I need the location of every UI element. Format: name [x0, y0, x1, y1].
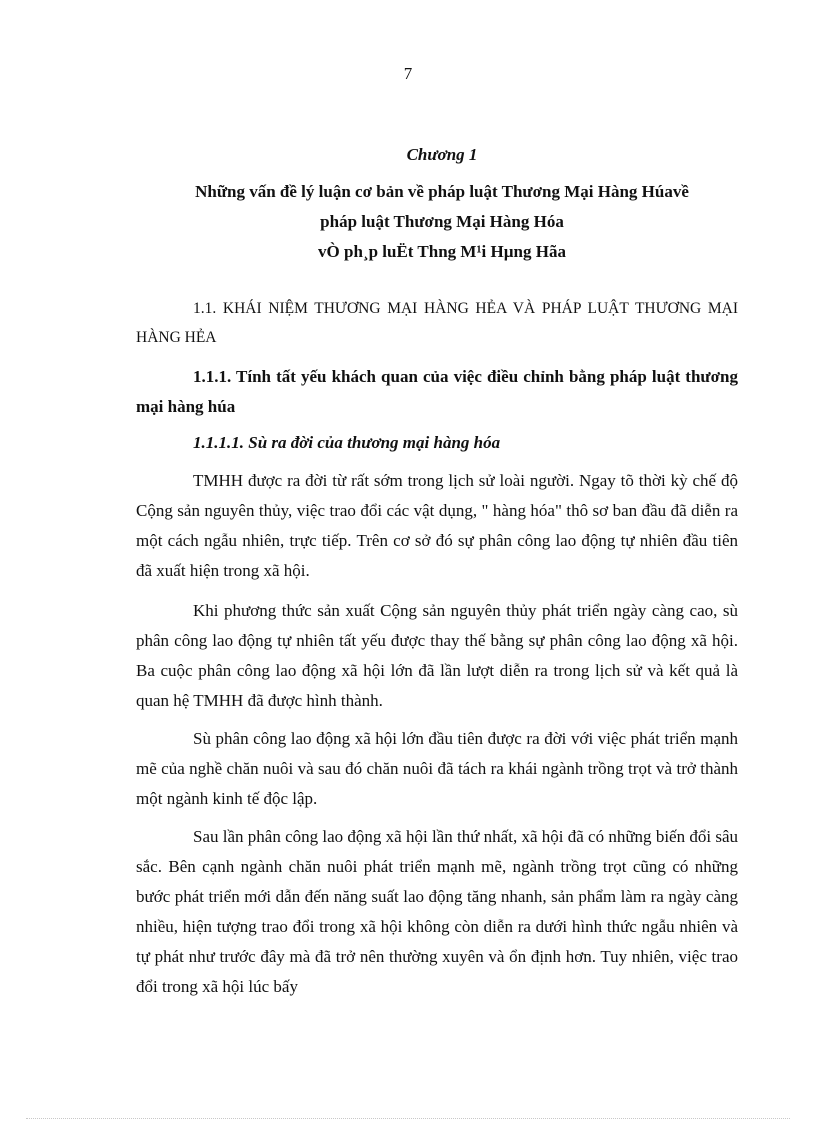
chapter-title-line-3: vÒ ph¸p luËt Thng M¹i Hµng Hãa	[318, 242, 566, 261]
chapter-label: Chương 1	[406, 145, 478, 164]
section-heading: 1.1. KHÁI NIỆM THƯƠNG MẠI HÀNG HẺA VÀ PHÁP LUẬT THƯƠNG MẠI HÀNG HẺA	[136, 300, 738, 346]
chapter-title-line-1: Những vấn đề lý luận cơ bản về pháp luật Thương Mại Hàng Húavề	[195, 182, 689, 201]
subsection-heading: 1.1.1. Tính tất yếu khách quan của việc điều chỉnh bằng pháp luật thương mại hàng húa	[136, 367, 738, 416]
body-paragraph-3: Sù phân công lao động xã hội lớn đầu tiên được ra đời với việc phát triển mạnh mẽ của nghề chăn nuôi và sau đó chăn nuôi đã tách ra khái ngành trồng trọt và trở thành một ngành kinh tế độc lập.	[136, 729, 738, 808]
body-paragraph-4: Sau lần phân công lao động xã hội lần thứ nhất, xã hội đã có những biến đổi sâu sắc. Bên cạnh ngành chăn nuôi phát triển mạnh mẽ, ngành trồng trọt cũng có những bước phát triển mới dẫn đến năng suất lao động tăng nhanh, sản phẩm làm ra ngày càng nhiều, hiện tượng trao đổi trong xã hội không còn diễn ra dưới hình thức ngẫu nhiên và tự phát như trước đây mà đã trở nên thường xuyên và ổn định hơn. Tuy nhiên, việc trao đổi trong xã hội lúc bấy	[136, 827, 738, 996]
chapter-title-line-2: pháp luật Thương Mại Hàng Hóa	[320, 212, 564, 231]
body-paragraph-1: TMHH được ra đời từ rất sớm trong lịch sử loài người. Ngay tõ thời kỳ chế độ Cộng sản nguyên thủy, việc trao đổi các vật dụng, " hàng hóa" thô sơ ban đầu đã diễn ra một cách ngẫu nhiên, trực tiếp. Trên cơ sở đó sự phân công lao động tự nhiên đầu tiên đã xuất hiện trong xã hội.	[136, 471, 738, 580]
page-number: 7	[403, 64, 413, 83]
page-bottom-divider	[26, 1118, 790, 1119]
subsubsection-heading: 1.1.1.1. Sù ra đời của thương mại hàng hóa	[193, 433, 501, 452]
body-paragraph-2: Khi phương thức sản xuất Cộng sản nguyên thủy phát triển ngày càng cao, sù phân công lao động tự nhiên tất yếu được thay thế bằng sự phân công lao động xã hội. Ba cuộc phân công lao động xã hội lớn đã lần lượt diễn ra trong lịch sử và kết quả là quan hệ TMHH đã được hình thành.	[136, 601, 738, 710]
